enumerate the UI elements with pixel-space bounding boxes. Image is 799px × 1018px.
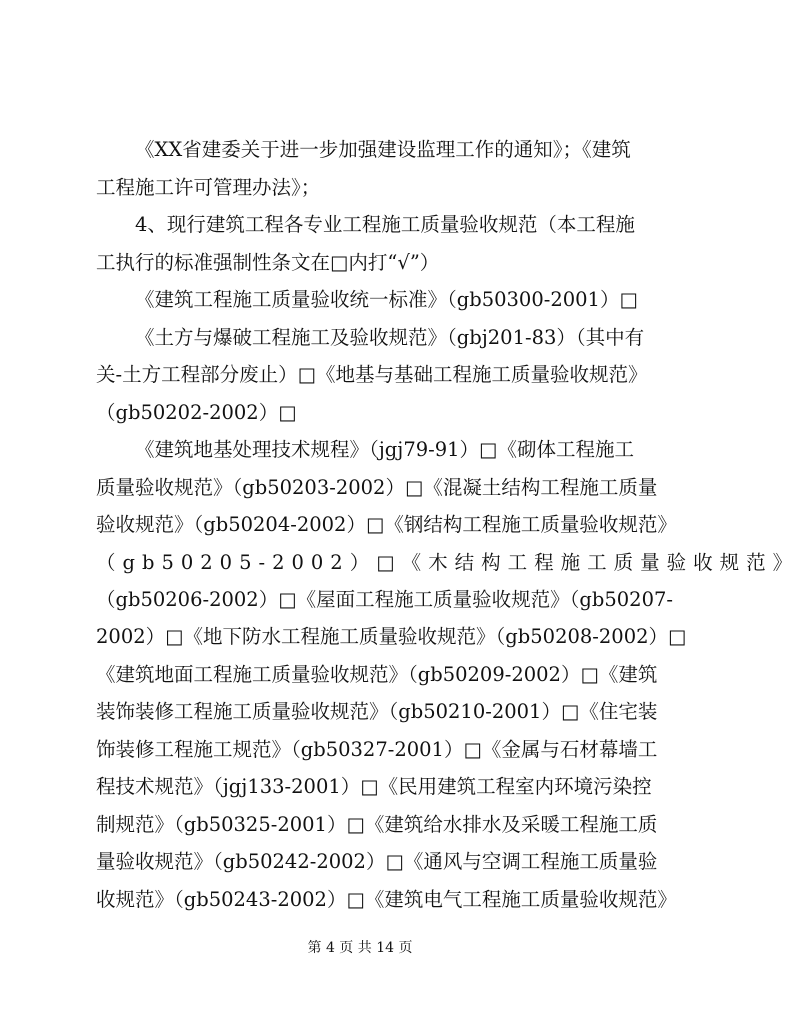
text-line: 关-土方工程部分废止）□《地基与基础工程施工质量验收规范》 — [96, 363, 648, 386]
text-line: 制规范》（gb50325-2001）□《建筑给水排水及采暖工程施工质 — [96, 813, 658, 836]
text-line: 程技术规范》（jgj133-2001）□《民用建筑工程室内环境污染控 — [96, 775, 652, 798]
text-line: 装饰装修工程施工质量验收规范》（gb50210-2001）□《住宅装 — [96, 700, 658, 723]
text-line: （gb50205-2002）□《木结构工程施工质量验收规范》 — [96, 551, 799, 574]
text-line: 工执行的标准强制性条文在□内打“√”） — [96, 251, 440, 274]
text-line: 质量验收规范》（gb50203-2002）□《混凝土结构工程施工质量 — [96, 476, 658, 499]
page-number-footer: 第 4 页 共 14 页 — [307, 940, 413, 956]
text-line: 2002）□《地下防水工程施工质量验收规范》（gb50208-2002）□ — [96, 625, 687, 648]
text-line: 《建筑工程施工质量验收统一标准》（gb50300-2001）□ — [135, 288, 638, 311]
text-line: 工程施工许可管理办法》； — [96, 176, 321, 199]
text-line: （gb50202-2002）□ — [96, 401, 297, 424]
text-line: 收规范》（gb50243-2002）□《建筑电气工程施工质量验收规范》 — [96, 888, 677, 911]
text-line: 《土方与爆破工程施工及验收规范》（gbj201-83）（其中有 — [135, 326, 645, 349]
text-line: 饰装修工程施工规范》（gb50327-2001）□《金属与石材幕墙工 — [96, 738, 658, 761]
text-line: 验收规范》（gb50204-2002）□《钢结构工程施工质量验收规范》 — [96, 513, 677, 536]
text-line: 《建筑地基处理技术规程》（jgj79-91）□《砌体工程施工 — [135, 438, 634, 461]
text-line: 量验收规范》（gb50242-2002）□《通风与空调工程施工质量验 — [96, 850, 658, 873]
text-line: 4、现行建筑工程各专业工程施工质量验收规范（本工程施 — [135, 213, 635, 236]
text-line: （gb50206-2002）□《屋面工程施工质量验收规范》（gb50207- — [96, 588, 673, 611]
text-line: 《XX省建委关于进一步加强建设监理工作的通知》；《建筑 — [135, 138, 631, 161]
text-line: 《建筑地面工程施工质量验收规范》（gb50209-2002）□《建筑 — [96, 663, 658, 686]
